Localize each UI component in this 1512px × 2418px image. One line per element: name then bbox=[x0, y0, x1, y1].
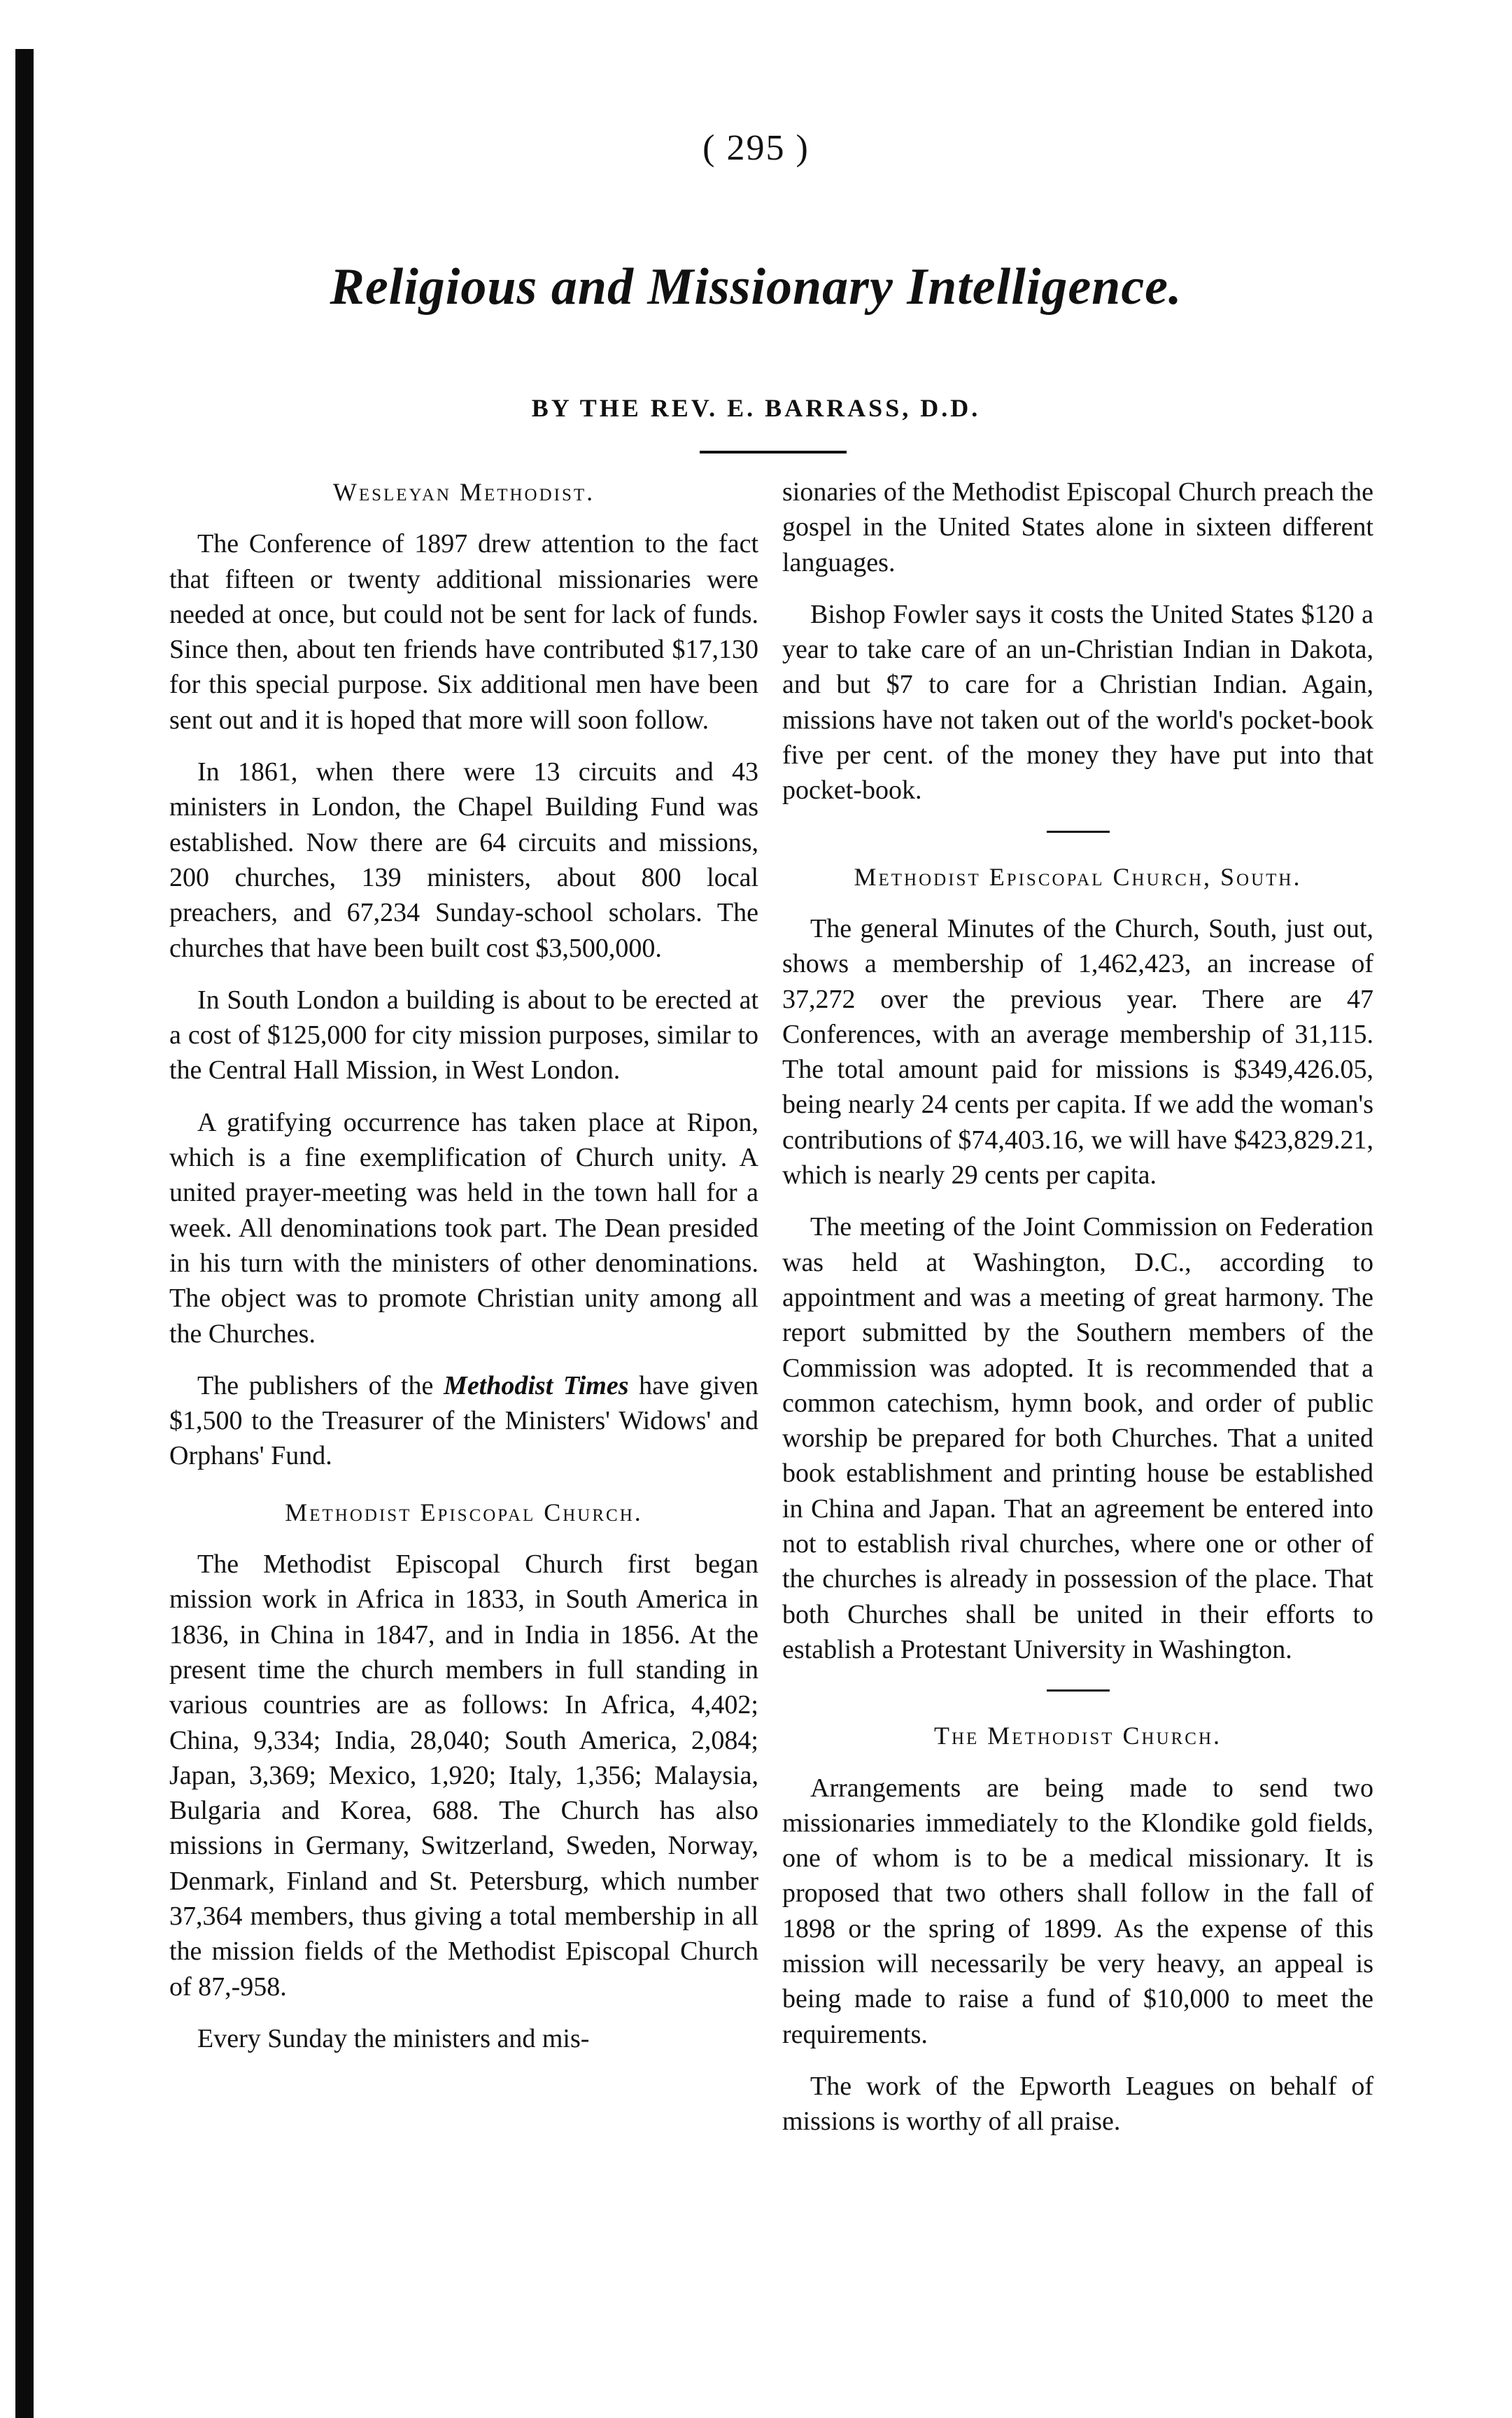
paragraph-ripon-unity: A gratifying occurrence has taken place at Ripon, which is a fine exemplification of Church unity. A united prayer-meeting was held in the town hall for a week. All denominations took part. The Dean presided in his turn with the ministers of other denominations. The object was to promote Christian unity among all the Churches. bbox=[169, 1107, 758, 1349]
paragraph-klondike-missionaries: Arrangements are being made to send two missionaries immediately to the Klondike gold fields, one of whom is to be a medical missionary. It is proposed that two others shall follow in the fall of 1898 or the spring of 1899. As the expense of this mission will necessarily be very heavy, an appeal is being made to raise a fund of $10,000 to meet the requirements. bbox=[782, 1773, 1373, 2049]
paragraph-epworth-leagues: The work of the Epworth Leagues on behalf of missions is worthy of all praise. bbox=[782, 2071, 1373, 2137]
page-title: Religious and Missionary Intelligence. bbox=[330, 258, 1182, 316]
paragraph-chapel-building-fund: In 1861, when there were 13 circuits and 43 ministers in London, the Chapel Building Fund was established. Now there are 64 circuits and missions, 200 churches, 139 ministers, about 800 local preachers, and 67,234 Sunday-school scholars. The churches that have been built cost $3,500,000. bbox=[169, 757, 758, 963]
byline: BY THE REV. E. BARRASS, D.D. bbox=[531, 394, 981, 422]
left-column bbox=[169, 475, 758, 2073]
paragraph-general-minutes: The general Minutes of the Church, South, just out, shows a membership of 1,462,423, an increase of 37,272 over the previous year. There are 47 Conferences, with an average membership of 31,115. The total amount paid for missions is $349,426.05, being nearly 24 cents per capita. If we add the woman's contributions of $74,403.16, we will have $423,829.21, which is nearly 29 cents per capita. bbox=[782, 913, 1373, 1190]
paragraph-south-london-building: In South London a building is about to be erected at a cost of $125,000 for city mission purposes, similar to the Central Hall Mission, in West London. bbox=[169, 985, 758, 1085]
paragraph-sunday-preaching-continued: sionaries of the Methodist Episcopal Church preach the gospel in the United States alone in sixteen different languages. bbox=[782, 477, 1373, 577]
section-heading-the-methodist-church: The Methodist Church. bbox=[933, 1722, 1222, 1750]
right-column bbox=[782, 475, 1373, 2156]
paragraph-mission-membership: The Methodist Episcopal Church first began mission work in Africa in 1833, in South America in 1836, in China in 1847, and in India in 1856. At the present time the church members in full standing in various countries are as follows: In Africa, 4,402; China, 9,334; India, 28,040; South America, 2,084; Japan, 3,369; Mexico, 1,920; Italy, 1,356; Malaysia, Bulgaria and Korea, 688. The Church has also missions in Germany, Switzerland, Sweden, Norway, Denmark, Finland and St. Petersburg, which number 37,364 members, thus giving a total membership in all the mission fields of the Methodist Episcopal Church of 87,-958. bbox=[169, 1549, 758, 2002]
paragraph-sunday-preaching-start: Every Sunday the ministers and mis- bbox=[197, 2023, 590, 2053]
byline-divider bbox=[700, 451, 847, 454]
section-heading-methodist-episcopal-church: Methodist Episcopal Church. bbox=[285, 1498, 643, 1526]
text-segment: have given $1,500 to the Treasurer of the Ministers' Widows' and Orphans' Fund. bbox=[169, 1370, 758, 1471]
text-segment: The publishers of the bbox=[197, 1370, 444, 1400]
paragraph-bishop-fowler: Bishop Fowler says it costs the United States $120 a year to take care of an un-Christian Indian in Dakota, and but $7 to care for a Christian Indian. Again, missions have not taken out of the world's pocket-book five per cent. of the money they have put into that pocket-book. bbox=[782, 599, 1373, 806]
paragraph-joint-commission: The meeting of the Joint Commission on Federation was held at Washington, D.C., according to appointment and was a meeting of great harmony. The report submitted by the Southern members of the Commission was adopted. It is recommended that a common catechism, hymn book, and order of public worship be prepared for both Churches. That a united book establishment and printing house be established in China and Japan. That an agreement be entered into not to establish rival churches, where one or other of the churches is already in possession of the place. That both Churches shall be united in their efforts to establish a Protestant University in Washington. bbox=[782, 1212, 1373, 1664]
section-divider bbox=[1047, 831, 1110, 833]
section-heading-methodist-episcopal-church-south: Methodist Episcopal Church, South. bbox=[854, 862, 1302, 891]
publication-title: Methodist Times bbox=[444, 1370, 629, 1400]
section-heading-wesleyan-methodist: Wesleyan Methodist. bbox=[332, 478, 595, 506]
page-number: ( 295 ) bbox=[702, 128, 810, 168]
paragraph-conference-1897: The Conference of 1897 drew attention to the fact that fifteen or twenty additional missionaries were needed at once, but could not be sent for lack of funds. Since then, about ten friends have contributed $17,130 for this special purpose. Six additional men have been sent out and it is hoped that more will soon follow. bbox=[169, 529, 758, 735]
paragraph-methodist-times-gift bbox=[169, 1368, 758, 1474]
section-divider bbox=[1047, 1689, 1110, 1692]
